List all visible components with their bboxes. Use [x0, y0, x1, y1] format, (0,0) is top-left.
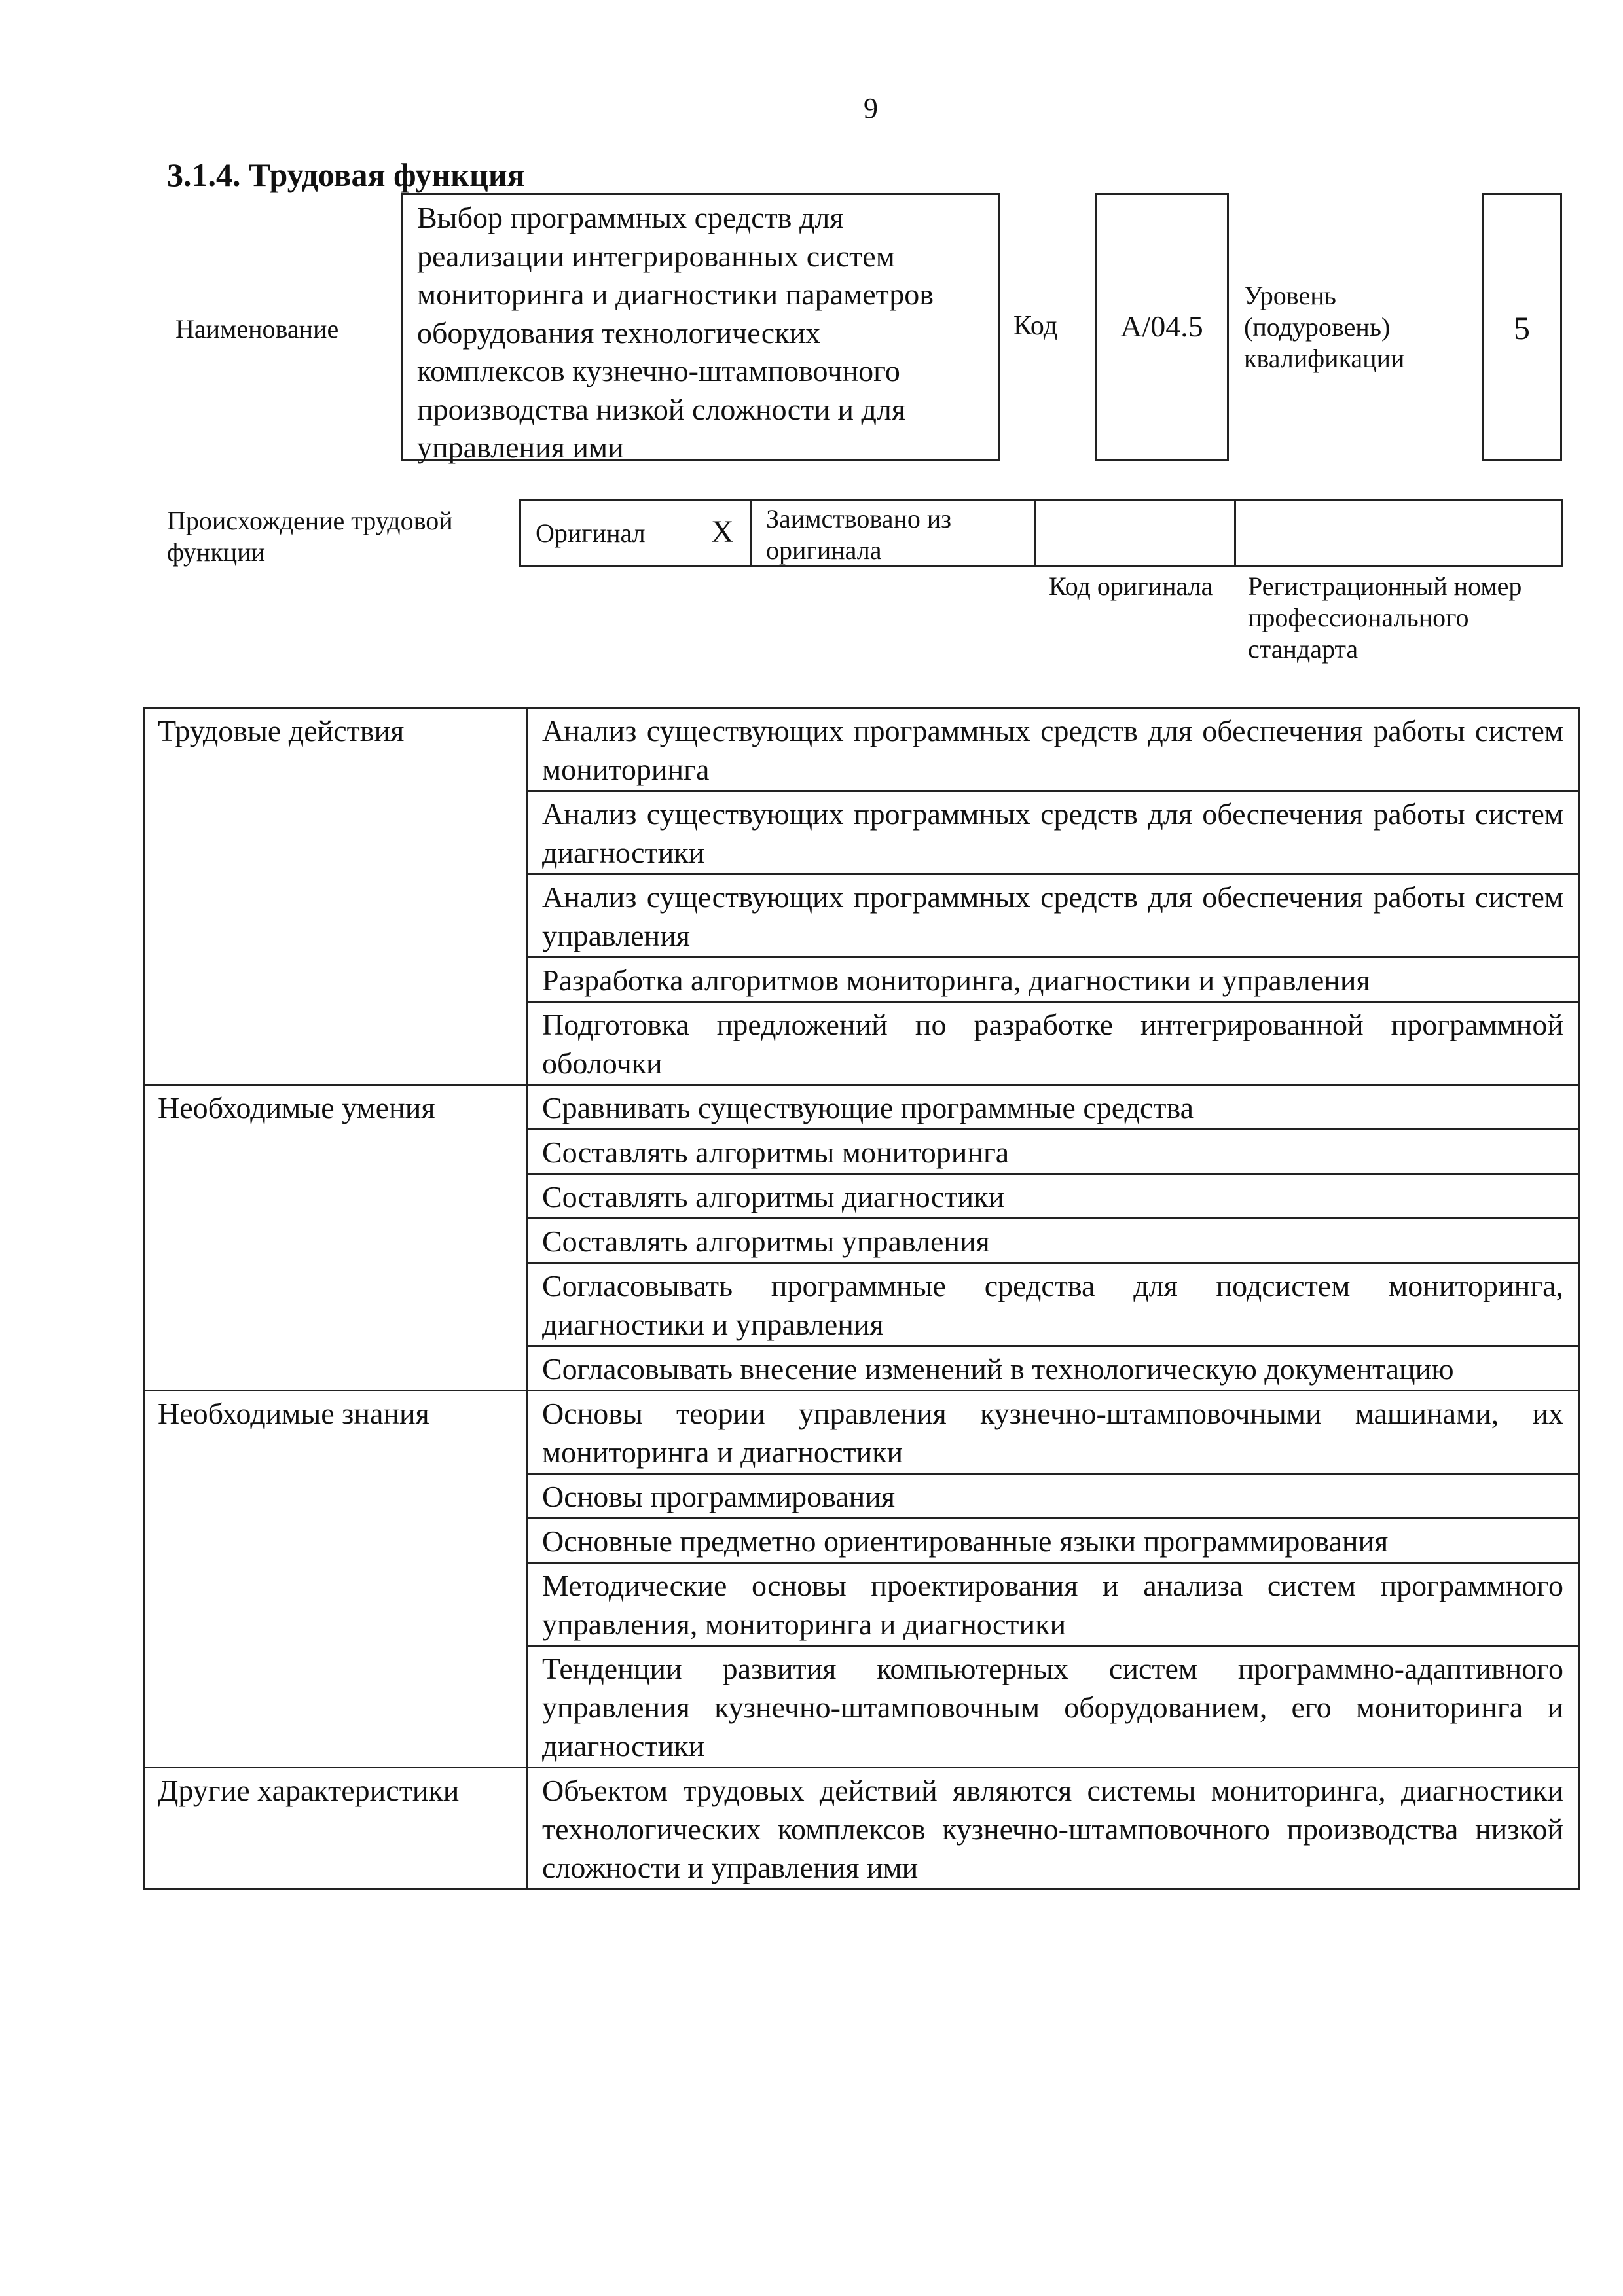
origin-borrowed-cell [750, 499, 1036, 567]
code-value-box [1095, 193, 1229, 461]
code-original-caption: Код оригинала [1049, 571, 1213, 601]
origin-original-label: Оригинал [536, 518, 646, 548]
category-cell: Необходимые умения [144, 1085, 527, 1391]
item-cell: Согласовывать внесение изменений в технологическую документацию [527, 1346, 1579, 1391]
level-value: 5 [1514, 310, 1530, 346]
reg-number-caption-line: Регистрационный номер [1248, 571, 1522, 601]
level-value-box [1482, 193, 1562, 461]
reg-number-caption-line: профессионального [1248, 603, 1469, 632]
code-value: A/04.5 [1120, 310, 1203, 343]
origin-original-cell [519, 499, 752, 567]
level-label-line: Уровень [1244, 281, 1336, 310]
code-label: Код [1013, 311, 1058, 341]
function-name-line: Выбор программных средств для [417, 201, 844, 234]
item-cell: Основы теории управления кузнечно-штамповочными машинами, их мониторинга и диагностики [527, 1391, 1579, 1474]
table-row [144, 1391, 1579, 1474]
item-cell: Анализ существующих программных средств для обеспечения работы систем управления [527, 874, 1579, 958]
item-cell: Анализ существующих программных средств для обеспечения работы систем диагностики [527, 791, 1579, 874]
item-cell: Сравнивать существующие программные средства [527, 1085, 1579, 1130]
item-cell: Подготовка предложений по разработке интегрированной программной оболочки [527, 1002, 1579, 1085]
level-label-line: (подуровень) [1244, 312, 1391, 342]
section-title: 3.1.4. Трудовая функция [167, 156, 525, 193]
table-row [144, 1085, 1579, 1130]
function-name-line: реализации интегрированных систем [417, 239, 895, 273]
origin-borrowed-line: оригинала [766, 535, 882, 565]
table-row [144, 1768, 1579, 1890]
item-cell: Согласовывать программные средства для подсистем мониторинга, диагностики и управления [527, 1263, 1579, 1346]
item-cell: Основные предметно ориентированные языки программирования [527, 1518, 1579, 1563]
item-cell: Методические основы проектирования и анализа систем программного управления, мониторинга и диагностики [527, 1563, 1579, 1646]
origin-borrowed-line: Заимствовано из [766, 504, 952, 533]
function-name-box [401, 193, 1000, 464]
item-cell: Объектом трудовых действий являются системы мониторинга, диагностики технологических комплексов кузнечно-штамповочного производства низкой сложности и управления ими [527, 1768, 1579, 1890]
item-cell: Анализ существующих программных средств для обеспечения работы систем мониторинга [527, 708, 1579, 791]
level-label [1244, 280, 1404, 374]
function-name-line: управления ими [417, 431, 624, 464]
level-label-line: квалификации [1244, 344, 1405, 373]
item-cell: Основы программирования [527, 1474, 1579, 1518]
item-cell: Составлять алгоритмы диагностики [527, 1174, 1579, 1219]
item-cell: Составлять алгоритмы мониторинга [527, 1130, 1579, 1174]
origin-label [167, 505, 453, 568]
origin-label-line: Происхождение трудовой [167, 506, 453, 535]
page-number: 9 [864, 92, 878, 124]
origin-reg-number-cell [1234, 499, 1563, 567]
category-cell: Необходимые знания [144, 1391, 527, 1768]
origin-code-cell [1034, 499, 1236, 567]
table-row [144, 708, 1579, 791]
reg-number-caption [1248, 571, 1522, 665]
reg-number-caption-line: стандарта [1248, 634, 1359, 664]
function-name-line: мониторинга и диагностики параметров [417, 278, 934, 311]
origin-original-mark: X [711, 514, 734, 549]
item-cell: Составлять алгоритмы управления [527, 1219, 1579, 1263]
function-name-line: оборудования технологических [417, 315, 821, 350]
function-name-line: комплексов кузнечно-штамповочного [417, 354, 900, 387]
item-cell: Разработка алгоритмов мониторинга, диагностики и управления [527, 958, 1579, 1002]
category-cell: Трудовые действия [144, 708, 527, 1085]
labor-function-table [143, 707, 1580, 1890]
origin-borrowed-label [766, 503, 951, 566]
category-cell: Другие характеристики [144, 1768, 527, 1890]
origin-label-line: функции [167, 537, 265, 567]
function-name-line: производства низкой сложности и для [417, 392, 906, 426]
function-name-text [403, 195, 998, 467]
item-cell: Тенденции развития компьютерных систем программно-адаптивного управления кузнечно-штамповочным оборудованием, его мониторинга и диагностики [527, 1646, 1579, 1768]
name-label: Наименование [175, 314, 339, 344]
